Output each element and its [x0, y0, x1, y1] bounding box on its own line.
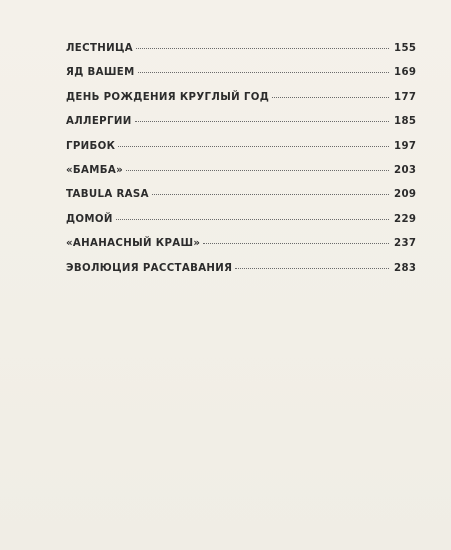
toc-entry — [66, 189, 417, 213]
toc-entry-page: 169 — [394, 67, 417, 79]
toc-entry — [66, 43, 417, 67]
toc-entry-title: «АНАНАСНЫЙ КРАШ» — [66, 238, 201, 250]
dot-leader — [126, 170, 389, 171]
toc-entry-title: ЭВОЛЮЦИЯ РАССТАВАНИЯ — [66, 262, 233, 274]
toc-entry-title: ЛЕСТНИЦА — [66, 43, 134, 54]
dot-leader — [135, 121, 389, 122]
toc-entry — [66, 164, 417, 189]
toc-entry — [66, 140, 417, 165]
table-of-contents — [66, 43, 417, 287]
toc-entry-title: ЯД ВАШЕМ — [66, 67, 135, 79]
toc-entry — [66, 67, 417, 91]
dot-leader — [118, 146, 389, 147]
toc-entry-page: 237 — [394, 238, 417, 250]
dot-leader — [152, 194, 389, 195]
toc-entry-page: 177 — [394, 91, 417, 103]
toc-entry-page: 155 — [394, 43, 417, 54]
toc-entry-page: 197 — [394, 140, 417, 152]
dot-leader — [116, 219, 389, 220]
toc-entry-page: 229 — [394, 213, 417, 225]
toc-entry — [66, 116, 417, 140]
toc-entry-title: ГРИБОК — [66, 140, 116, 152]
toc-entry-page: 203 — [394, 164, 417, 176]
toc-entry-page: 209 — [394, 189, 417, 201]
dot-leader — [136, 48, 389, 49]
dot-leader — [138, 72, 389, 73]
toc-entry — [66, 238, 417, 262]
toc-entry-page: 185 — [394, 116, 417, 128]
toc-entry-page: 283 — [394, 262, 417, 274]
toc-entry — [66, 262, 417, 287]
toc-entry-title: ДОМОЙ — [66, 213, 113, 225]
toc-entry — [66, 213, 417, 238]
toc-entry-title: АЛЛЕРГИИ — [66, 116, 132, 128]
dot-leader — [203, 243, 389, 244]
dot-leader — [235, 268, 389, 269]
toc-entry-title: TABULA RASA — [66, 189, 149, 201]
toc-entry-title: «БАМБА» — [66, 164, 124, 176]
dot-leader — [272, 97, 389, 98]
toc-entry — [66, 91, 417, 116]
toc-entry-title: ДЕНЬ РОЖДЕНИЯ КРУГЛЫЙ ГОД — [66, 91, 270, 103]
